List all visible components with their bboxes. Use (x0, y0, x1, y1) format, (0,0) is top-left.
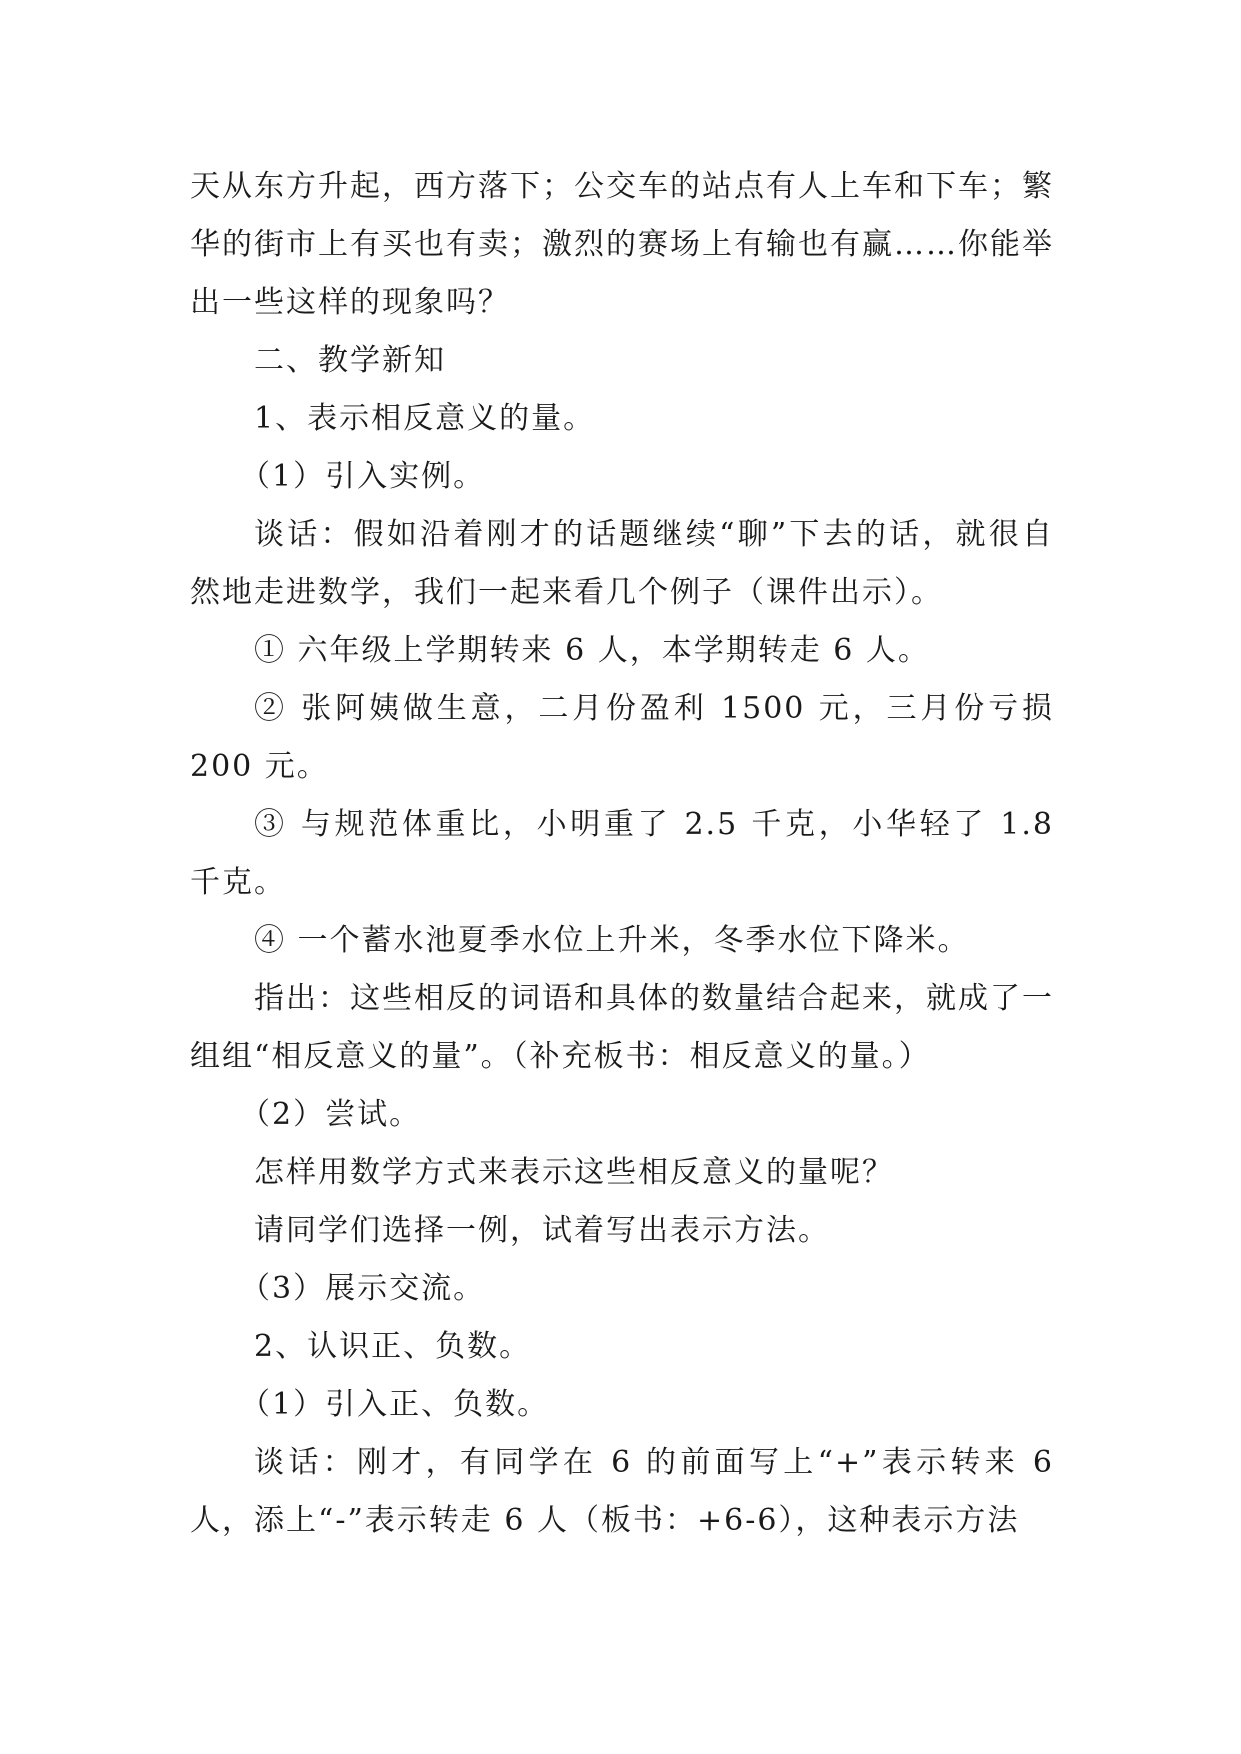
example-item-1: ① 六年级上学期转来 6 人，本学期转走 6 人。 (254, 633, 930, 668)
paragraph-question: 怎样用数学方式来表示这些相反意义的量呢？ (254, 1155, 894, 1190)
paragraph-intro-continued: 天从东方升起，西方落下；公交车的站点有人上车和下车；繁华的街市上有买也有卖；激烈的赛场上有输也有赢……你能举出一些这样的现象吗？ (190, 169, 1054, 320)
step-heading-try: （2）尝试。 (240, 1097, 422, 1132)
subsection-heading-positive-negative: 2、认识正、负数。 (254, 1329, 532, 1364)
paragraph-instruction: 请同学们选择一例，试着写出表示方法。 (254, 1213, 830, 1248)
step-heading-examples: （1）引入实例。 (240, 459, 486, 494)
section-heading-new-knowledge: 二、教学新知 (254, 343, 446, 378)
example-item-2: ② 张阿姨做生意，二月份盈利 1500 元，三月份亏损 200 元。 (190, 691, 1054, 784)
document-body (190, 158, 1054, 1550)
subsection-heading-opposite-quantities: 1、表示相反意义的量。 (254, 401, 596, 436)
step-heading-introduce-numbers: （1）引入正、负数。 (240, 1387, 550, 1422)
paragraph-talk-signs: 谈话：刚才，有同学在 6 的前面写上“+”表示转来 6 人，添上“-”表示转走 6 人（板书：+6-6），这种表示方法 (190, 1445, 1054, 1538)
example-item-4: ④ 一个蓄水池夏季水位上升米，冬季水位下降米。 (254, 923, 970, 958)
paragraph-point-out: 指出：这些相反的词语和具体的数量结合起来，就成了一组组“相反意义的量”。（补充板书：相反意义的量。） (190, 981, 1054, 1074)
example-item-3: ③ 与规范体重比，小明重了 2.5 千克，小华轻了 1.8 千克。 (190, 807, 1054, 900)
step-heading-share: （3）展示交流。 (240, 1271, 486, 1306)
paragraph-talk-intro: 谈话：假如沿着刚才的话题继续“聊”下去的话，就很自然地走进数学，我们一起来看几个例子（课件出示）。 (190, 517, 1054, 610)
